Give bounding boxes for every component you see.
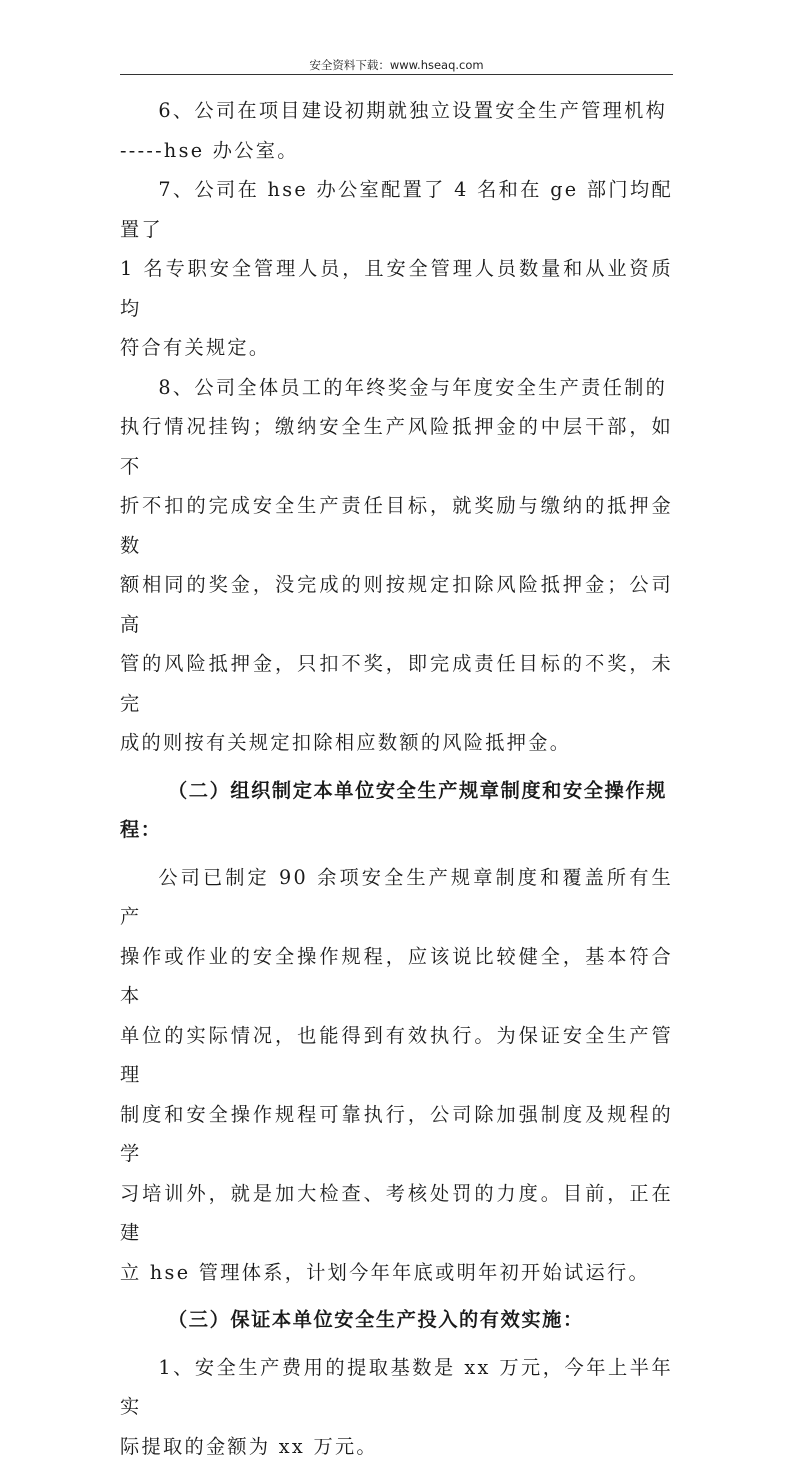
text-line: 6、公司在项目建设初期就独立设置安全生产管理机构 [120,91,673,131]
text-line: 符合有关规定。 [120,328,673,368]
text-line: 1 名专职安全管理人员，且安全管理人员数量和从业资质均 [120,249,673,328]
text-line: 公司已制定 90 余项安全生产规章制度和覆盖所有生产 [120,858,673,937]
text-line: 8、公司全体员工的年终奖金与年度安全生产责任制的 [120,368,673,408]
text-line: 折不扣的完成安全生产责任目标，就奖励与缴纳的抵押金数 [120,486,673,565]
text-line: 习培训外，就是加大检查、考核处罚的力度。目前，正在建 [120,1174,673,1253]
header-divider [120,74,673,75]
paragraph-item-8 [120,368,673,763]
section-heading-2 [120,771,673,850]
text-line: 7、公司在 hse 办公室配置了 4 名和在 ge 部门均配置了 [120,170,673,249]
text-line: 成的则按有关规定扣除相应数额的风险抵押金。 [120,723,673,763]
text-line: 额相同的奖金，没完成的则按规定扣除风险抵押金；公司高 [120,565,673,644]
paragraph-rules [120,858,673,1293]
heading-line: 程： [120,810,673,850]
section-heading-3 [120,1300,673,1340]
header-text: 安全资料下载：www.hseaq.com [309,58,483,72]
text-line: 执行情况挂钩；缴纳安全生产风险抵押金的中层干部，如不 [120,407,673,486]
paragraph-funding [120,1348,673,1466]
heading-line: （二）组织制定本单位安全生产规章制度和安全操作规 [120,771,673,811]
heading-line: （三）保证本单位安全生产投入的有效实施： [120,1300,673,1340]
text-line: -----hse 办公室。 [120,131,673,171]
paragraph-item-7 [120,170,673,368]
text-line: 操作或作业的安全操作规程，应该说比较健全，基本符合本 [120,937,673,1016]
document-body [120,91,673,1466]
text-line: 制度和安全操作规程可靠执行，公司除加强制度及规程的学 [120,1095,673,1174]
text-line: 际提取的金额为 xx 万元。 [120,1427,673,1466]
text-line: 单位的实际情况，也能得到有效执行。为保证安全生产管理 [120,1016,673,1095]
text-line: 管的风险抵押金，只扣不奖，即完成责任目标的不奖，未完 [120,644,673,723]
text-line: 立 hse 管理体系，计划今年年底或明年初开始试运行。 [120,1253,673,1293]
text-line: 1、安全生产费用的提取基数是 xx 万元，今年上半年实 [120,1348,673,1427]
page-header [120,57,673,73]
paragraph-item-6 [120,91,673,170]
